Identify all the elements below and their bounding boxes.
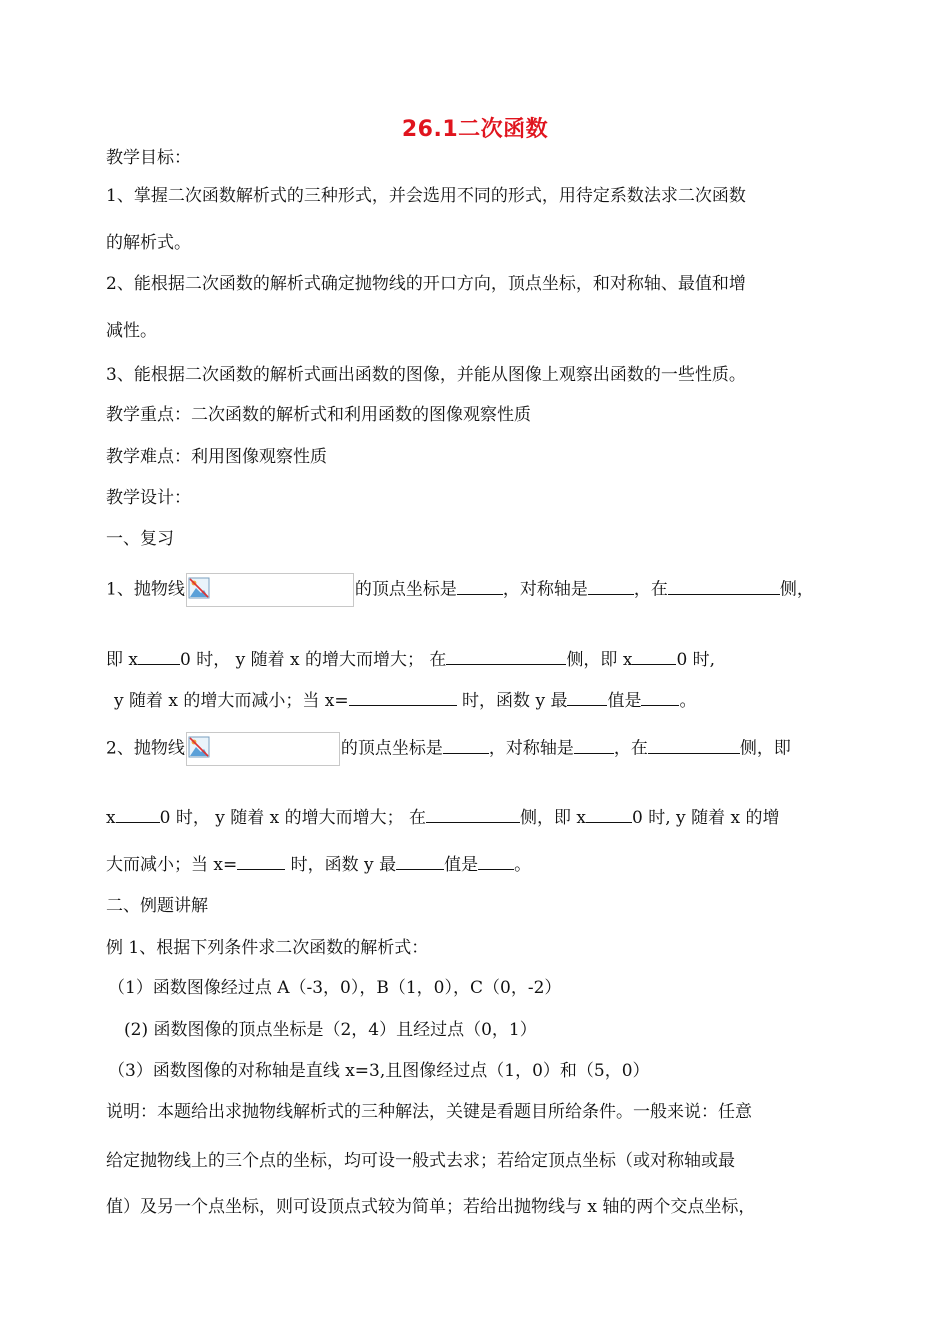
section-review: 一、复习	[106, 529, 174, 549]
blank	[443, 737, 489, 754]
objective-2: 2、能根据二次函数的解析式确定抛物线的开口方向，顶点坐标，和对称轴、最值和增	[106, 274, 746, 294]
review-q1-line2: 即 x 0 时， y 随着 x 的增大而增大； 在 侧，即 x 0 时,	[106, 650, 716, 670]
formula-image-placeholder	[186, 573, 354, 607]
objective-1-cont: 的解析式。	[106, 233, 191, 253]
blank	[478, 853, 514, 870]
blank	[237, 853, 285, 870]
key-point: 教学重点：二次函数的解析式和利用函数的图像观察性质	[106, 405, 531, 425]
blank	[641, 689, 679, 706]
objectives-heading: 教学目标：	[106, 148, 191, 168]
blank	[396, 853, 444, 870]
formula-image-placeholder	[186, 732, 340, 766]
example-1-part-1: （1）函数图像经过点 A（-3，0），B（1，0），C（0，-2）	[108, 978, 562, 998]
review-q2-line3: 大而减小；当 x= 时，函数 y 最 值是 。	[106, 855, 532, 875]
blank	[588, 578, 634, 595]
blank	[648, 737, 740, 754]
blank	[138, 648, 180, 665]
objective-2-cont: 减性。	[106, 321, 157, 341]
blank	[349, 689, 457, 706]
example-1-part-2: (2) 函数图像的顶点坐标是（2，4）且经过点（0，1）	[124, 1020, 537, 1040]
blank	[116, 806, 160, 823]
blank	[446, 648, 566, 665]
example-1-part-3: （3）函数图像的对称轴是直线 x=3,且图像经过点（1，0）和（5，0）	[108, 1061, 650, 1081]
page-title: 26.1二次函数	[401, 117, 549, 142]
blank	[586, 806, 632, 823]
objective-3: 3、能根据二次函数的解析式画出函数的图像，并能从图像上观察出函数的一些性质。	[106, 365, 746, 385]
review-q1-line1: 1、抛物线 的顶点坐标是 ，对称轴是 ，在 侧，	[106, 573, 814, 607]
note-line-3: 值）及另一个点坐标，则可设顶点式较为简单；若给出抛物线与 x 轴的两个交点坐标，	[106, 1197, 756, 1217]
blank	[632, 648, 676, 665]
note-line-1: 说明：本题给出求抛物线解析式的三种解法，关键是看题目所给条件。一般来说：任意	[106, 1102, 752, 1122]
objective-1: 1、掌握二次函数解析式的三种形式，并会选用不同的形式，用待定系数法求二次函数	[106, 186, 746, 206]
blank	[668, 578, 780, 595]
blank	[457, 578, 503, 595]
difficulty: 教学难点：利用图像观察性质	[106, 447, 327, 467]
broken-image-icon	[188, 577, 210, 599]
blank	[574, 737, 614, 754]
blank	[426, 806, 520, 823]
review-q2-line1: 2、抛物线 的顶点坐标是 ，对称轴是 ，在 侧，即	[106, 732, 791, 766]
example-1: 例 1、根据下列条件求二次函数的解析式：	[106, 938, 429, 958]
section-examples: 二、例题讲解	[106, 896, 208, 916]
design-heading: 教学设计：	[106, 488, 191, 508]
review-q1-line3: y 随着 x 的增大而减小；当 x= 时，函数 y 最 值是 。	[114, 691, 697, 711]
blank	[567, 689, 607, 706]
note-line-2: 给定抛物线上的三个点的坐标，均可设一般式去求；若给定顶点坐标（或对称轴或最	[106, 1151, 735, 1171]
review-q2-line2: x 0 时， y 随着 x 的增大而增大； 在 侧，即 x 0 时, y 随着 x 的增	[106, 808, 780, 828]
broken-image-icon	[188, 736, 210, 758]
